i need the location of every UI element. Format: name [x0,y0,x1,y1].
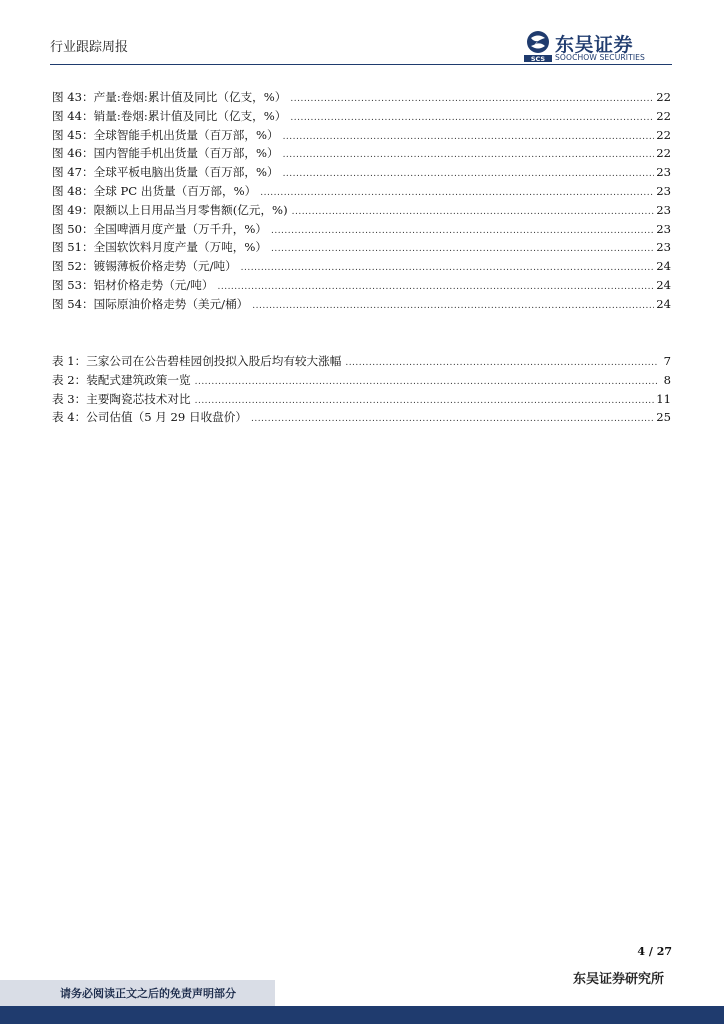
figure-entry[interactable] [52,276,671,295]
figure-entry-label: 图 45：全球智能手机出货量（百万部，%） [52,127,279,142]
logo-name-cn: 东吴证券 [555,34,634,56]
figure-entry[interactable] [52,163,671,182]
dot-leader [251,410,654,429]
dot-leader [271,240,654,259]
dot-leader [195,373,657,392]
dot-leader [283,128,655,147]
dot-leader [345,354,657,373]
figure-entry[interactable] [52,144,671,163]
table-entry-page: 25 [656,410,671,425]
figure-entry-page: 22 [656,127,671,142]
figure-entry-page: 23 [656,183,671,198]
dot-leader [252,297,654,316]
dot-leader [283,165,655,184]
table-entry[interactable] [52,390,671,409]
figure-entry-page: 24 [656,259,671,274]
figure-entry-page: 23 [656,165,671,180]
figure-entry-label: 图 46：国内智能手机出货量（百万部，%） [52,146,279,161]
figure-entry-label: 图 48：全球 PC 出货量（百万部，%） [52,183,257,198]
figure-entry-label: 图 53：铝材价格走势（元/吨） [52,277,214,292]
figure-entry-page: 24 [656,277,671,292]
dot-leader [290,109,654,128]
report-type-title: 行业跟踪周报 [50,40,129,55]
figure-entry-label: 图 50：全国啤酒月度产量（万千升，%） [52,221,267,236]
figure-entry-label: 图 52：镀锡薄板价格走势（元/吨） [52,259,237,274]
table-entry[interactable] [52,352,671,371]
dot-leader [217,278,654,297]
figure-entry[interactable] [52,182,671,201]
figure-entry[interactable] [52,238,671,257]
table-entry-label: 表 2：装配式建筑政策一览 [52,372,191,387]
figure-entry-page: 23 [656,240,671,255]
logo-name-en: SOOCHOW SECURITIES [555,53,645,62]
table-entry-label: 表 1：三家公司在公告碧桂园创投拟入股后均有较大涨幅 [52,354,342,368]
page-number: 4 / 27 [637,945,672,958]
dot-leader [292,203,655,222]
figure-entry[interactable] [52,201,671,220]
figure-entry-page: 24 [656,296,671,311]
figure-entry-label: 图 47：全球平板电脑出货量（百万部，%） [52,165,279,180]
scs-logo-icon [523,30,553,62]
figure-entry-page: 22 [656,146,671,161]
figure-entry[interactable] [52,107,671,126]
table-entry-page: 11 [656,391,671,406]
figure-index [52,88,671,314]
figure-entry-label: 图 49：限额以上日用品当月零售额(亿元，%) [52,202,288,217]
dot-leader [283,146,655,165]
dot-leader [195,392,655,411]
table-entry-label: 表 3：主要陶瓷芯技术对比 [52,391,191,406]
figure-entry-page: 23 [656,221,671,236]
dot-leader [290,90,654,109]
figure-entry-label: 图 43：产量:卷烟:累计值及同比（亿支，%） [52,90,287,104]
header-divider [50,64,672,65]
figure-entry-label: 图 44：销量:卷烟:累计值及同比（亿支，%） [52,108,287,123]
table-index [52,352,671,427]
table-entry[interactable] [52,371,671,390]
figure-entry[interactable] [52,126,671,145]
figure-entry-page: 22 [656,90,671,104]
soochow-logo [523,30,673,64]
figure-entry[interactable] [52,88,671,107]
dot-leader [271,222,654,241]
table-entry[interactable] [52,408,671,427]
dot-leader [260,184,654,203]
table-entry-label: 表 4：公司估值（5 月 29 日收盘价） [52,410,247,425]
figure-entry-label: 图 54：国际原油价格走势（美元/桶） [52,296,249,311]
figure-entry-page: 22 [656,108,671,123]
figure-entry[interactable] [52,257,671,276]
figure-entry[interactable] [52,295,671,314]
dot-leader [241,259,655,278]
footer-org-name: 东吴证券研究所 [572,972,664,987]
figure-entry[interactable] [52,220,671,239]
figure-entry-label: 图 51：全国软饮料月度产量（万吨，%） [52,240,267,255]
disclaimer-text: 请务必阅读正文之后的免责声明部分 [60,987,236,1000]
table-entry-page: 7 [663,354,671,368]
table-entry-page: 8 [663,372,671,387]
figure-entry-page: 23 [656,202,671,217]
logo-mark-text: SCS [530,55,546,62]
footer-band [0,1006,724,1024]
